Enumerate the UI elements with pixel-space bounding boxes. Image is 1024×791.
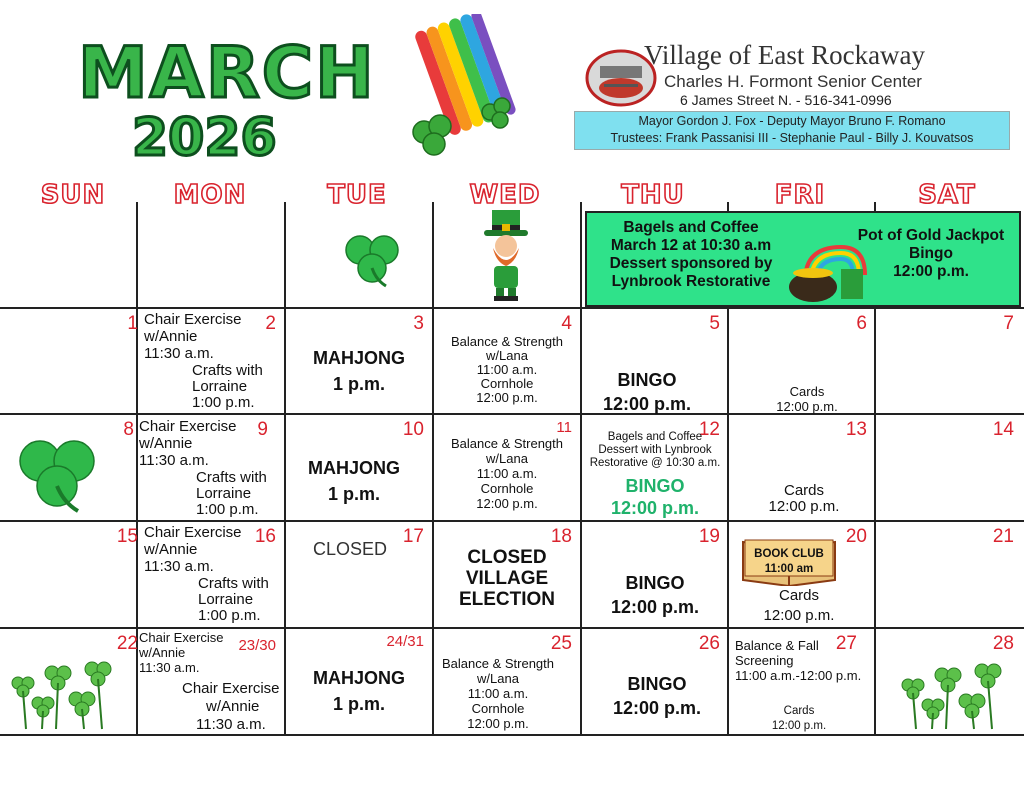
calendar-cell (582, 415, 728, 521)
event-text: Restorative @ 10:30 a.m. (589, 457, 721, 469)
calendar-cell (582, 629, 728, 735)
event-text: Balance & Strength (450, 436, 564, 451)
calendar-cell (876, 309, 1022, 415)
event-text: w/Annie (144, 541, 198, 558)
date-number: 1 (127, 313, 138, 334)
date-number: 17 (402, 526, 424, 547)
event-text: 1:00 p.m. (196, 501, 259, 518)
day-wed: WED (469, 180, 541, 210)
calendar-cell (138, 629, 284, 735)
date-number: 18 (550, 526, 572, 547)
calendar-cell (434, 629, 580, 735)
bagels-jackpot-banner (585, 211, 1021, 307)
event-text: Balance & Strength (450, 334, 564, 349)
event-text: 12:00 p.m. (476, 390, 538, 405)
date-number: 15 (116, 526, 138, 547)
date-number: 26 (698, 633, 720, 654)
event-text: Screening (735, 653, 794, 668)
event-text: 11:00 a.m.-12:00 p.m. (735, 668, 862, 683)
calendar-cell (729, 522, 875, 628)
date-number: 3 (413, 313, 424, 334)
date-number: 6 (856, 313, 867, 334)
event-text: 1 p.m. (327, 484, 380, 504)
calendar-cell (286, 522, 432, 628)
day-sat: SAT (918, 180, 976, 210)
event-text: 12:00 p.m. (467, 716, 529, 731)
event-text: Crafts with (192, 362, 263, 379)
day-mon: MON (173, 180, 247, 210)
event-text: BOOK CLUB (754, 548, 824, 560)
officials-line-2: Trustees: Frank Passanisi III - Stephanie Paul - Billy J. Kouvatsos (610, 131, 974, 145)
event-text: 11:30 a.m. (144, 558, 214, 575)
calendar-cell (138, 522, 284, 628)
event-text: 1:00 p.m. (192, 394, 255, 411)
event-text: Balance & Strength (441, 656, 555, 671)
event-text: w/Lana (486, 348, 528, 363)
event-text: MAHJONG (307, 458, 400, 478)
shamrock-icon (340, 228, 406, 294)
event-text: BINGO (625, 476, 685, 496)
shamrocks-icon (6, 659, 116, 735)
calendar-cell (434, 522, 580, 628)
event-text: 11:30 a.m. (196, 716, 266, 733)
date-number: 8 (123, 419, 134, 440)
date-number: 27 (835, 633, 857, 654)
senior-center-address: 6 James Street N. - 516-341-0996 (680, 92, 892, 108)
calendar-cell (729, 415, 875, 521)
event-text: 12:00 p.m. (602, 394, 692, 414)
event-text: w/Lana (477, 671, 519, 686)
event-text: Chair Exercise (139, 418, 237, 435)
day-sun: SUN (40, 180, 106, 210)
event-text: 11:00 a.m. (467, 686, 529, 701)
banner-text: Dessert sponsored by (609, 255, 773, 272)
banner-text: Pot of Gold Jackpot (857, 227, 1005, 244)
event-text: 11:30 a.m. (144, 345, 214, 362)
year-title: 2026 (132, 108, 277, 168)
date-number: 22 (116, 633, 138, 654)
event-text: BINGO (627, 674, 687, 694)
book-club-icon (741, 534, 837, 590)
shamrock-icon (14, 431, 104, 519)
event-text: Chair Exercise (144, 524, 242, 541)
event-text: Cards (783, 482, 824, 499)
date-number: 23/30 (238, 637, 276, 654)
event-text: MAHJONG (312, 348, 405, 368)
event-text: 1 p.m. (332, 374, 385, 394)
date-number: 2 (265, 313, 276, 334)
date-number: 9 (257, 419, 268, 440)
calendar-cell (876, 522, 1022, 628)
officials-line-1: Mayor Gordon J. Fox - Deputy Mayor Bruno F. Romano (638, 114, 946, 128)
event-text: 11:30 a.m. (139, 452, 209, 469)
event-text: CLOSED (467, 547, 547, 568)
event-text: Crafts with (196, 469, 267, 486)
event-text: w/Annie (206, 698, 260, 715)
jackpot-announcement (843, 227, 1019, 281)
day-tue: TUE (327, 180, 387, 210)
bagels-announcement (593, 219, 789, 291)
calendar-cell (286, 629, 432, 735)
date-number: 12 (698, 419, 720, 440)
event-text: w/Annie (144, 328, 198, 345)
event-text: Chair Exercise (139, 630, 224, 645)
banner-text: Lynbrook Restorative (611, 273, 771, 290)
event-text: Cards (778, 587, 819, 604)
event-text: 12:00 p.m. (763, 607, 835, 624)
event-text: w/Annie (139, 645, 186, 660)
event-text: Cards (783, 705, 815, 717)
event-text: Cornhole (480, 376, 534, 391)
date-number: 24/31 (386, 633, 424, 650)
calendar-cell (434, 415, 580, 521)
calendar-cell (286, 415, 432, 521)
event-text: w/Annie (139, 435, 193, 452)
event-text: Cornhole (471, 701, 525, 716)
date-number: 14 (992, 419, 1014, 440)
event-text: ELECTION (458, 589, 556, 610)
event-text: 12:00 p.m. (612, 698, 702, 718)
calendar-cell (0, 415, 146, 521)
date-number: 5 (709, 313, 720, 334)
event-text: Lorraine (192, 378, 248, 395)
senior-center-name: Charles H. Formont Senior Center (664, 72, 922, 91)
calendar-cell (138, 309, 284, 415)
event-text: 11:00 a.m. (476, 362, 538, 377)
event-text: 11:00 am (764, 563, 814, 575)
event-text: Lorraine (196, 485, 252, 502)
calendar-cell (0, 309, 146, 415)
event-text: Crafts with (198, 575, 269, 592)
day-thu: THU (621, 180, 685, 210)
event-text: Bagels and Coffee (607, 431, 703, 443)
event-text: 12:00 p.m. (771, 720, 827, 732)
event-text: Chair Exercise (182, 680, 280, 697)
event-text: Lorraine (198, 591, 254, 608)
event-text: MAHJONG (312, 668, 405, 688)
event-text: 12:00 p.m. (476, 496, 538, 511)
calendar-cell (138, 415, 284, 521)
date-number: 25 (550, 633, 572, 654)
event-text: 12:00 p.m. (610, 597, 700, 617)
date-number: 13 (845, 419, 867, 440)
event-text: 1:00 p.m. (198, 607, 261, 624)
calendar-cell (582, 309, 728, 415)
calendar-cell (434, 309, 580, 415)
date-number: 16 (254, 526, 276, 547)
date-number: 20 (845, 526, 867, 547)
event-text: Cards (789, 384, 825, 399)
event-text: Cornhole (480, 481, 534, 496)
calendar-cell (0, 629, 146, 735)
calendar-cell (0, 522, 146, 628)
banner-text: 12:00 p.m. (893, 263, 969, 280)
date-number: 7 (1003, 313, 1014, 334)
month-title: MARCH (78, 32, 376, 114)
event-text: CLOSED (313, 539, 388, 559)
banner-text: Bingo (909, 245, 953, 262)
calendar-cell (729, 629, 875, 735)
calendar-cell (582, 522, 728, 628)
date-number: 21 (992, 526, 1014, 547)
event-text: Chair Exercise (144, 311, 242, 328)
calendar-cell (876, 415, 1022, 521)
date-number: 4 (561, 313, 572, 334)
calendar-cell (286, 309, 432, 415)
event-text: 12:00 p.m. (776, 399, 838, 414)
rainbow-shamrock-icon (404, 14, 520, 164)
event-text: Dessert with Lynbrook (598, 444, 712, 456)
event-text: 12:00 p.m. (610, 498, 700, 518)
date-number: 10 (402, 419, 424, 440)
event-text: BINGO (625, 573, 685, 593)
event-text: VILLAGE (465, 568, 549, 589)
event-text: Balance & Fall (735, 638, 819, 653)
event-text: 1 p.m. (332, 694, 385, 714)
village-name: Village of East Rockaway (644, 40, 926, 70)
date-number: 19 (698, 526, 720, 547)
date-number: 11 (556, 419, 572, 436)
date-number: 28 (992, 633, 1014, 654)
event-text: BINGO (617, 370, 677, 390)
calendar-cell (729, 309, 875, 415)
event-text: 12:00 p.m. (768, 498, 840, 515)
shamrocks-icon (896, 661, 1006, 735)
officials-box (574, 111, 1010, 150)
event-text: 11:00 a.m. (476, 466, 538, 481)
day-fri: FRI (774, 180, 826, 210)
event-text: w/Lana (486, 451, 528, 466)
banner-text: Bagels and Coffee (623, 219, 759, 236)
event-text: 11:30 a.m. (139, 660, 200, 675)
leprechaun-icon (476, 208, 536, 306)
calendar-cell (876, 629, 1022, 735)
banner-text: March 12 at 10:30 a.m (610, 237, 772, 254)
